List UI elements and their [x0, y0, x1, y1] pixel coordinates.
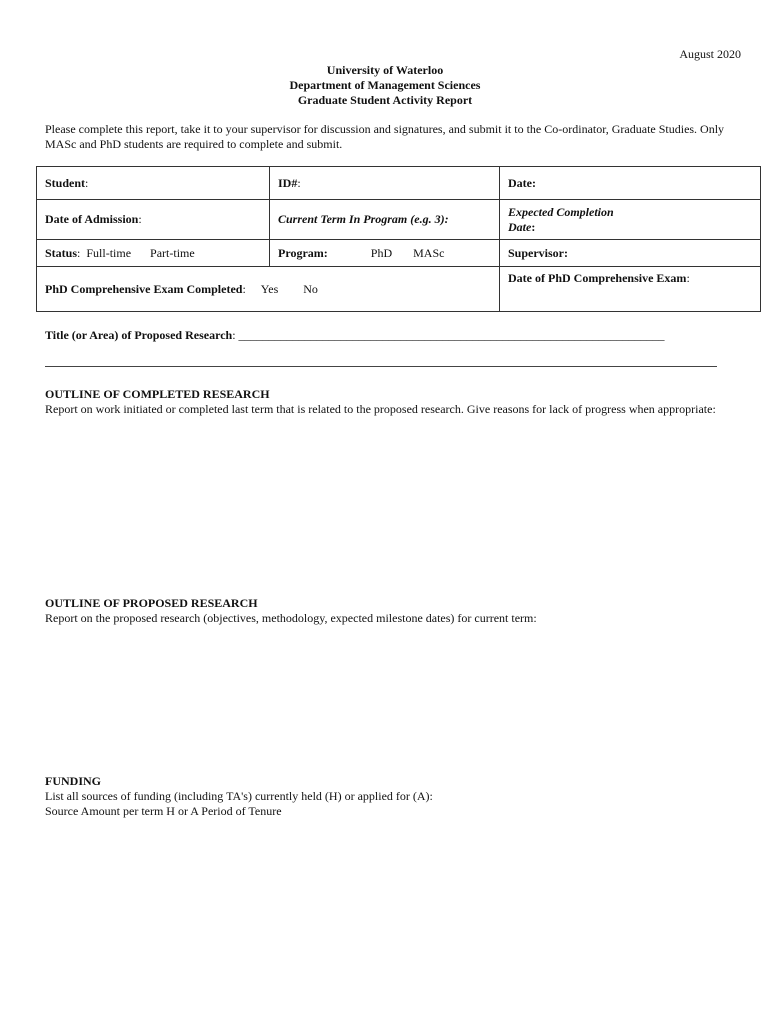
supervisor-field[interactable]	[500, 240, 761, 267]
expected-date-colon: :	[531, 219, 536, 234]
comp-exam-date-colon: :	[686, 271, 690, 285]
id-label: ID#	[278, 175, 298, 190]
proposed-research-section	[45, 596, 735, 626]
completed-research-heading: OUTLINE OF COMPLETED RESEARCH	[45, 387, 270, 401]
phd-option[interactable]: PhD	[370, 245, 393, 260]
masc-option[interactable]: MASc	[413, 245, 445, 260]
yes-option[interactable]: Yes	[260, 281, 279, 296]
research-title-line[interactable]	[45, 328, 665, 343]
proposed-research-instructions: Report on the proposed research (objectives, methodology, expected milestone dates) for current term:	[45, 611, 537, 625]
date-field[interactable]	[500, 167, 761, 200]
date-label: Date:	[508, 175, 536, 190]
department-name: Department of Management Sciences	[289, 78, 481, 92]
report-date: August 2020	[679, 47, 741, 61]
program-field	[270, 240, 500, 267]
current-term-label: Current Term In Program (e.g. 3):	[278, 212, 449, 226]
admission-date-field[interactable]	[37, 200, 270, 240]
expected-completion-field[interactable]	[500, 200, 761, 240]
research-title-label: Title (or Area) of Proposed Research	[45, 328, 233, 342]
expected-completion-label: Expected Completion	[508, 204, 614, 219]
supervisor-label: Supervisor:	[508, 245, 568, 260]
id-field[interactable]	[270, 167, 500, 200]
no-option[interactable]: No	[303, 281, 318, 296]
student-field[interactable]	[37, 167, 270, 200]
status-colon: :	[77, 245, 81, 260]
status-label: Status	[45, 245, 78, 260]
comp-exam-date-label: Date of PhD Comprehensive Exam	[508, 271, 687, 285]
funding-columns: Source Amount per term H or A Period of Tenure	[45, 804, 282, 818]
status-field	[37, 240, 270, 267]
comp-exam-field	[37, 267, 500, 312]
research-title-continuation-line[interactable]	[45, 366, 717, 367]
completed-research-section	[45, 387, 735, 417]
comp-exam-date-field[interactable]	[500, 267, 761, 312]
part-time-option[interactable]: Part-time	[150, 245, 195, 260]
comp-exam-label: PhD Comprehensive Exam Completed	[45, 281, 243, 296]
instructions-paragraph: Please complete this report, take it to your supervisor for discussion and signatures, and submit it to the Co-ordinator, Graduate Studies. Only MASc and PhD students are required to complete and submit.	[45, 122, 725, 151]
expected-date-label: Date	[508, 219, 532, 234]
student-label: Student	[45, 175, 86, 190]
university-name: University of Waterloo	[326, 63, 444, 77]
current-term-field[interactable]	[270, 200, 500, 240]
research-title-colon: :	[232, 328, 236, 342]
funding-heading: FUNDING	[45, 774, 101, 788]
report-heading	[0, 63, 770, 108]
program-label: Program:	[278, 245, 328, 260]
report-title: Graduate Student Activity Report	[297, 93, 473, 107]
funding-section	[45, 774, 735, 819]
completed-research-instructions: Report on work initiated or completed last term that is related to the proposed research. Give reasons for lack of progress when appropriate:	[45, 402, 716, 416]
funding-instructions: List all sources of funding (including TA's) currently held (H) or applied for (A):	[45, 789, 433, 803]
admission-date-label: Date of Admission	[45, 212, 139, 226]
admission-colon: :	[138, 212, 142, 226]
proposed-research-heading: OUTLINE OF PROPOSED RESEARCH	[45, 596, 258, 610]
student-info-table	[36, 166, 761, 312]
id-colon: :	[297, 175, 301, 190]
student-colon: :	[85, 175, 89, 190]
full-time-option[interactable]: Full-time	[86, 245, 132, 260]
research-title-blank: _______________________________________________________________________	[238, 328, 665, 342]
comp-exam-colon: :	[242, 281, 246, 296]
